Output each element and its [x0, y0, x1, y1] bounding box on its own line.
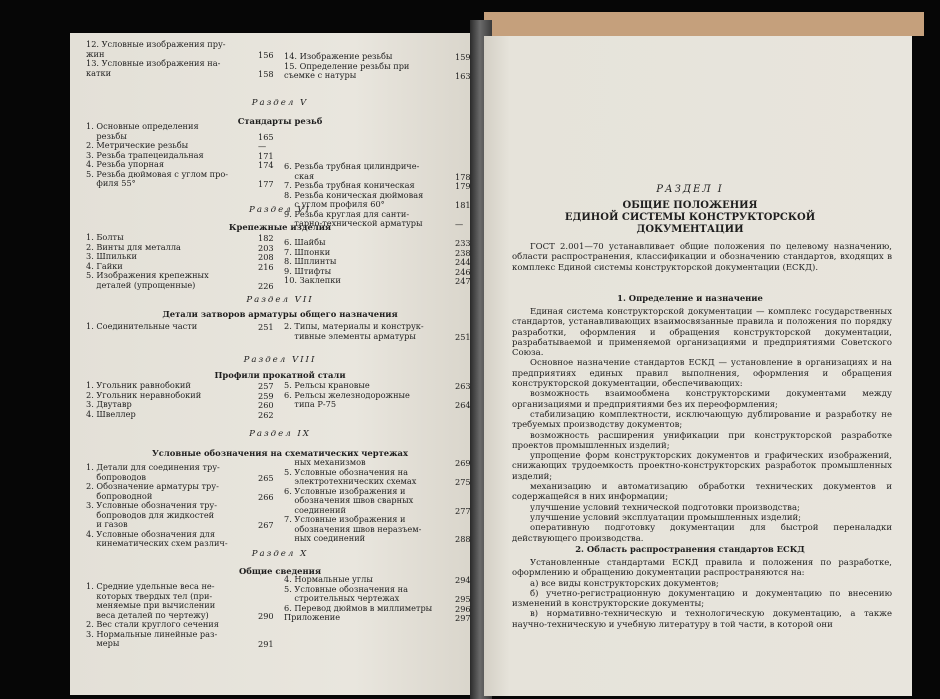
section9-heading: Раздел IX — [249, 429, 311, 439]
section9-entry: 7. Условные изображения и обозначения швов неразъем- ных соединений — [284, 514, 422, 543]
section7-heading: Раздел VII — [246, 295, 314, 305]
section6-entry: 9. Штифты — [284, 265, 332, 276]
section9-page-number: 275 — [455, 477, 471, 487]
section5-entry: 4. Резьба упорная — [86, 159, 165, 169]
section-label: РАЗДЕЛ I — [656, 184, 724, 195]
section7-entry: 1. Соединительные части — [86, 321, 198, 331]
section10-entry: 4. Нормальные углы — [284, 574, 373, 584]
paragraph: оперативную подготовку документации для быстрой переналадки действующего производства. — [512, 523, 892, 544]
section6-page-number: 244 — [455, 257, 471, 267]
section8-entry: 1. Угольник равнобокий — [86, 380, 191, 390]
section5-entry: 7. Резьба трубная коническая — [284, 180, 415, 190]
section9-page-number: 269 — [455, 458, 471, 468]
book-edge — [484, 12, 924, 36]
paragraph: Основное назначение стандартов ЕСКД — установление в организациях и на предприятиях единых правил выполнения, оформления и обращения конструкторской документации, обеспечивающих: — [512, 358, 892, 390]
section10-page-number: 296 — [455, 603, 471, 614]
section6-entry: 8. Шплинты — [284, 256, 337, 266]
section10-entry: 2. Вес стали круглого сечения — [86, 619, 219, 629]
paragraph: в) нормативно-техническую и технологическую документацию, а также научно-техническую и учебную литературу в той части, в которой они — [512, 609, 892, 630]
section8-entry: 4. Швеллер — [86, 408, 136, 419]
section6-entry: 2. Винты для металла — [86, 241, 181, 252]
paragraph: стабилизацию комплектности, исключающую дублирование и разработку не требуемых производству документов; — [512, 409, 892, 431]
section7-page-number: 251 — [258, 322, 274, 332]
section6-page-number: 247 — [455, 276, 471, 286]
section10-entry: Приложение — [284, 612, 341, 622]
toc-item-page-number: 163 — [455, 71, 471, 81]
section9-page-number: 267 — [258, 520, 274, 530]
section6-page-number: 246 — [455, 266, 471, 277]
section10-page-number: 297 — [455, 613, 471, 623]
section5-page-number: — — [258, 141, 267, 151]
section7-page-number: 251 — [455, 331, 471, 342]
section10-entry: 3. Нормальные линейные раз- меры — [86, 628, 218, 648]
section9-page-number: 266 — [258, 491, 274, 502]
chapter-title-line-1: ОБЩИЕ ПОЛОЖЕНИЯ — [622, 200, 758, 211]
section6-page-number: 238 — [455, 247, 471, 258]
section10-entry: 5. Условные обозначения на строительных чертежах — [284, 583, 408, 603]
section5-entry: 5. Резьба дюймовая с углом про- филя 55° — [86, 168, 229, 188]
section7-title: Детали затворов арматуры общего назначения — [162, 309, 398, 319]
paragraph: Единая система конструкторской документации — комплекс государственных стандартов, устанавливающих взаимосвязанные правила и положения по порядку разработки, оформления и обращения конструкторской документации, разрабатываемой и применяемой организациями и предприятиями Советского Союза. — [512, 307, 892, 359]
section9-entry: 4. Условные обозначения для кинематических схем различ- — [86, 528, 228, 548]
toc-item-entry: 13. Условные изображения на- катки — [86, 58, 221, 78]
section5-entry: 2. Метрические резьбы — [86, 140, 189, 150]
section5-entry: 6. Резьба трубная цилиндриче- ская — [284, 161, 420, 181]
section9-page-number: 288 — [455, 534, 471, 544]
section5-heading: Раздел V — [251, 98, 309, 108]
section8-page-number: 259 — [258, 390, 274, 401]
section9-entry: ных механизмов — [284, 457, 366, 467]
section5-page-number: 174 — [258, 160, 274, 170]
section9-entry: 1. Детали для соединения тру- бопроводов — [86, 462, 220, 482]
paragraph: Установленные стандартами ЕСКД правила и положения по разработке, оформлению и обращению документации распространяются на: — [512, 558, 892, 579]
section6-entry: 3. Шпильки — [86, 251, 137, 261]
section5-entry: 9. Резьба круглая для санти- тарно-технической арматуры — [284, 208, 423, 228]
section10-heading: Раздел X — [251, 549, 309, 559]
section9-page-number: 265 — [258, 472, 274, 483]
section9-entry: 3. Условные обозначения тру- бопроводов для жидкостей и газов — [86, 500, 217, 529]
section8-page-number: 263 — [455, 381, 471, 391]
section8-page-number: 264 — [455, 400, 471, 410]
section8-title: Профили прокатной стали — [214, 370, 346, 380]
toc-item-entry: 12. Условные изображения пру- жин — [86, 39, 226, 59]
section9-title: Условные обозначения на схематических чертежах — [152, 448, 408, 458]
section5-page-number: 171 — [258, 150, 274, 161]
subsection-2-title: 2. Область распространения стандартов ЕСКД — [575, 544, 805, 554]
toc-item-entry: 14. Изображение резьбы — [284, 51, 393, 61]
section6-entry: 10. Заклепки — [284, 275, 341, 285]
section8-heading: Раздел VIII — [243, 355, 317, 365]
paragraph: возможность расширения унификации при конструкторской разработке проектов промышленных изделий; — [512, 430, 892, 451]
section10-page-number: 291 — [258, 639, 274, 649]
toc-item-page-number: 158 — [258, 68, 274, 79]
subsection-2-body — [512, 558, 892, 630]
section6-page-number: 208 — [258, 252, 274, 262]
section6-page-number: 182 — [258, 233, 274, 243]
section6-entry: 4. Гайки — [86, 260, 123, 271]
section6-title: Крепежные изделия — [228, 222, 332, 232]
section8-entry: 2. Угольник неравнобокий — [86, 389, 202, 400]
section5-entry: 8. Резьба коническая дюймовая с углом профиля 60° — [284, 189, 424, 209]
section6-page-number: 226 — [258, 280, 274, 291]
toc-item-page-number: 159 — [455, 52, 471, 62]
section10-entry: 1. Средние удельные веса не- которых твердых тел (при- меняемые при вычислении веса деталей по чертежу) — [86, 581, 216, 620]
toc-item-entry: 15. Определение резьбы при съемке с натуры — [284, 60, 410, 80]
section6-entry: 5. Изображения крепежных деталей (упрощенные) — [86, 270, 209, 290]
section5-page-number: — — [455, 219, 464, 229]
section10-title: Общие сведения — [238, 566, 322, 576]
subsection-1-body — [512, 307, 892, 544]
section6-page-number: 216 — [258, 261, 274, 272]
section5-page-number: 165 — [258, 131, 274, 142]
section6-entry: 1. Болты — [86, 232, 124, 242]
subsection-1-title: 1. Определение и назначение — [617, 293, 763, 303]
section8-page-number: 260 — [258, 400, 274, 410]
section5-page-number: 178 — [455, 171, 471, 182]
paragraph: механизацию и автоматизацию обработки технических документов и содержащейся в них информации; — [512, 482, 892, 503]
section5-page-number: 181 — [455, 200, 471, 210]
section10-page-number: 290 — [258, 610, 274, 621]
section5-page-number: 179 — [455, 181, 471, 191]
section8-page-number: 262 — [258, 409, 274, 420]
section8-entry: 6. Рельсы железнодорожные типа Р-75 — [284, 389, 410, 409]
paragraph: возможность взаимообмена конструкторскими документами между организациями и предприятиями без их переоформления; — [512, 389, 892, 410]
section6-page-number: 233 — [455, 238, 471, 248]
paragraph: б) учетно-регистрационную документацию и документацию по внесению изменений в конструкторские документы; — [512, 588, 892, 610]
section6-heading: Раздел VI — [249, 205, 311, 215]
section6-entry: 6. Шайбы — [284, 237, 326, 247]
intro-text: ГОСТ 2.001—70 устанавливает общие положения по целевому назначению, области распространения, классификации и обозначению стандартов, входящих в комплекс Единой системы конструкторской документации (ЕСКД). — [512, 242, 892, 273]
section9-entry: 2. Обозначение арматуры тру- бопроводной — [86, 481, 219, 501]
chapter-title-line-2: ЕДИНОЙ СИСТЕМЫ КОНСТРУКТОРСКОЙ — [564, 212, 816, 223]
section5-entry: 3. Резьба трапецеидальная — [86, 149, 204, 160]
section10-page-number: 294 — [455, 575, 471, 585]
section8-page-number: 257 — [258, 381, 274, 391]
paragraph: а) все виды конструкторских документов; — [530, 578, 719, 589]
section8-entry: 5. Рельсы крановые — [284, 380, 370, 390]
section6-entry: 7. Шпонки — [284, 246, 331, 257]
section5-title: Стандарты резьб — [237, 116, 323, 126]
paragraph: улучшение условий эксплуатации промышленных изделий; — [530, 512, 802, 523]
intro-paragraph — [512, 242, 892, 273]
section8-entry: 3. Двутавр — [86, 399, 132, 409]
section5-entry: 1. Основные определения резьбы — [86, 121, 199, 141]
section10-page-number: 295 — [455, 594, 471, 604]
section6-page-number: 203 — [258, 242, 274, 253]
chapter-title-line-3: ДОКУМЕНТАЦИИ — [636, 224, 744, 235]
paragraph: улучшение условий технической подготовки производства; — [530, 502, 800, 513]
toc-item-page-number: 156 — [258, 49, 274, 60]
section9-entry: 6. Условные изображения и обозначения швов сварных соединений — [284, 485, 414, 515]
section7-entry: 2. Типы, материалы и конструк- тивные элементы арматуры — [284, 321, 424, 341]
paragraph: упрощение форм конструкторских документов и графических изображений, снижающих трудоемкость проектно-конструкторских разработок промышленных изделий; — [512, 451, 892, 482]
section9-page-number: 277 — [455, 505, 471, 516]
section5-page-number: 177 — [258, 179, 274, 189]
section9-entry: 5. Условные обозначения на электротехнических схемах — [284, 466, 417, 486]
section10-entry: 6. Перевод дюймов в миллиметры — [284, 602, 433, 613]
